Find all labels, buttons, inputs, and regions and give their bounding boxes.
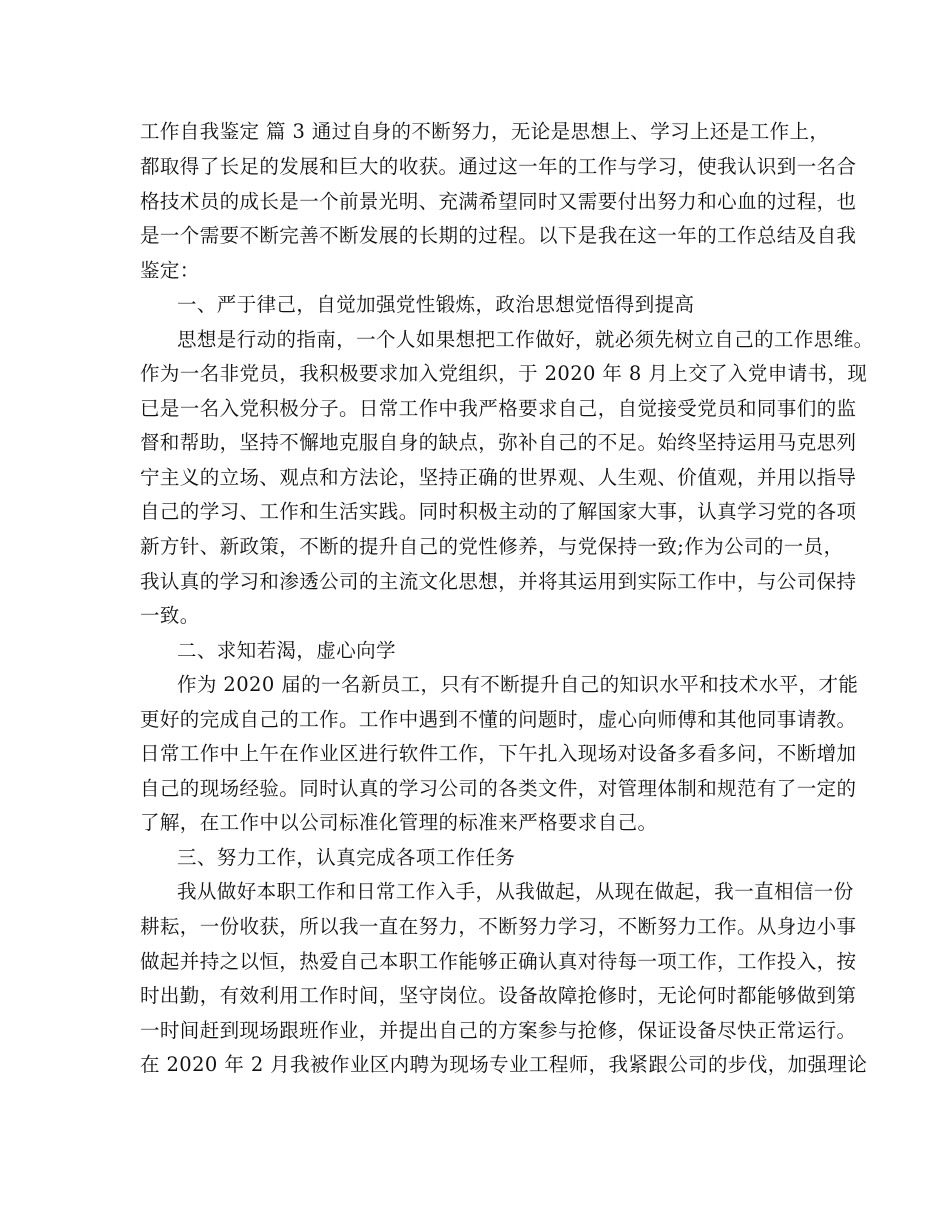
text-line: 工作自我鉴定 篇 3 通过自身的不断努力，无论是思想上、学习上还是工作上， xyxy=(140,120,830,143)
text-line: 了解，在工作中以公司标准化管理的标准来严格要求自己。 xyxy=(140,811,658,834)
text-line: 更好的完成自己的工作。工作中遇到不懂的问题时，虚心向师傅和其他同事请教。 xyxy=(140,708,857,731)
text-line: 一时间赶到现场跟班作业，并提出自己的方案参与抢修，保证设备尽快正常运行。 xyxy=(140,1019,857,1042)
text-line: 督和帮助，坚持不懈地克服自身的缺点，弥补自己的不足。始终坚持运用马克思列 xyxy=(140,431,857,454)
text-line: 日常工作中上午在作业区进行软件工作，下午扎入现场对设备多看多问，不断增加 xyxy=(140,742,857,765)
text-line: 思想是行动的指南，一个人如果想把工作做好，就必须先树立自己的工作思维。 xyxy=(177,328,874,351)
section-heading: 一、严于律己，自觉加强党性锻炼，政治思想觉悟得到提高 xyxy=(177,293,695,316)
text-line: 在 2020 年 2 月我被作业区内聘为现场专业工程师，我紧跟公司的步伐，加强理论 xyxy=(140,1053,868,1076)
text-line: 一致。 xyxy=(140,604,200,627)
text-line: 都取得了长足的发展和巨大的收获。通过这一年的工作与学习，使我认识到一名合 xyxy=(140,155,857,178)
text-line: 我认真的学习和渗透公司的主流文化思想，并将其运用到实际工作中，与公司保持 xyxy=(140,570,857,593)
text-line: 时出勤，有效利用工作时间，坚守岗位。设备故障抢修时，无论何时都能够做到第 xyxy=(140,984,857,1007)
text-line: 耕耘，一份收获，所以我一直在努力，不断努力学习，不断努力工作。从身边小事 xyxy=(140,915,857,938)
text-line: 格技术员的成长是一个前景光明、充满希望同时又需要付出努力和心血的过程，也 xyxy=(140,190,857,213)
text-line: 自己的现场经验。同时认真的学习公司的各类文件，对管理体制和规范有了一定的 xyxy=(140,777,857,800)
text-line: 新方针、新政策，不断的提升自己的党性修养，与党保持一致;作为公司的一员， xyxy=(140,535,844,558)
text-line: 宁主义的立场、观点和方法论，坚持正确的世界观、人生观、价值观，并用以指导 xyxy=(140,466,857,489)
section-heading: 三、努力工作，认真完成各项工作任务 xyxy=(177,846,516,869)
text-line: 做起并持之以恒，热爱自己本职工作能够正确认真对待每一项工作，工作投入，按 xyxy=(140,950,857,973)
text-line: 是一个需要不断完善不断发展的长期的过程。以下是我在这一年的工作总结及自我 xyxy=(140,224,857,247)
text-line: 鉴定： xyxy=(140,259,200,282)
text-line: 作为一名非党员，我积极要求加入党组织，于 2020 年 8 月上交了入党申请书，现 xyxy=(140,362,868,385)
text-line: 作为 2020 届的一名新员工，只有不断提升自己的知识水平和技术水平，才能 xyxy=(177,673,859,696)
text-line: 已是一名入党积极分子。日常工作中我严格要求自己，自觉接受党员和同事们的监 xyxy=(140,397,857,420)
text-line: 我从做好本职工作和日常工作入手，从我做起，从现在做起，我一直相信一份 xyxy=(177,880,854,903)
text-line: 自己的学习、工作和生活实践。同时积极主动的了解国家大事，认真学习党的各项 xyxy=(140,500,857,523)
section-heading: 二、求知若渴，虚心向学 xyxy=(177,639,396,662)
